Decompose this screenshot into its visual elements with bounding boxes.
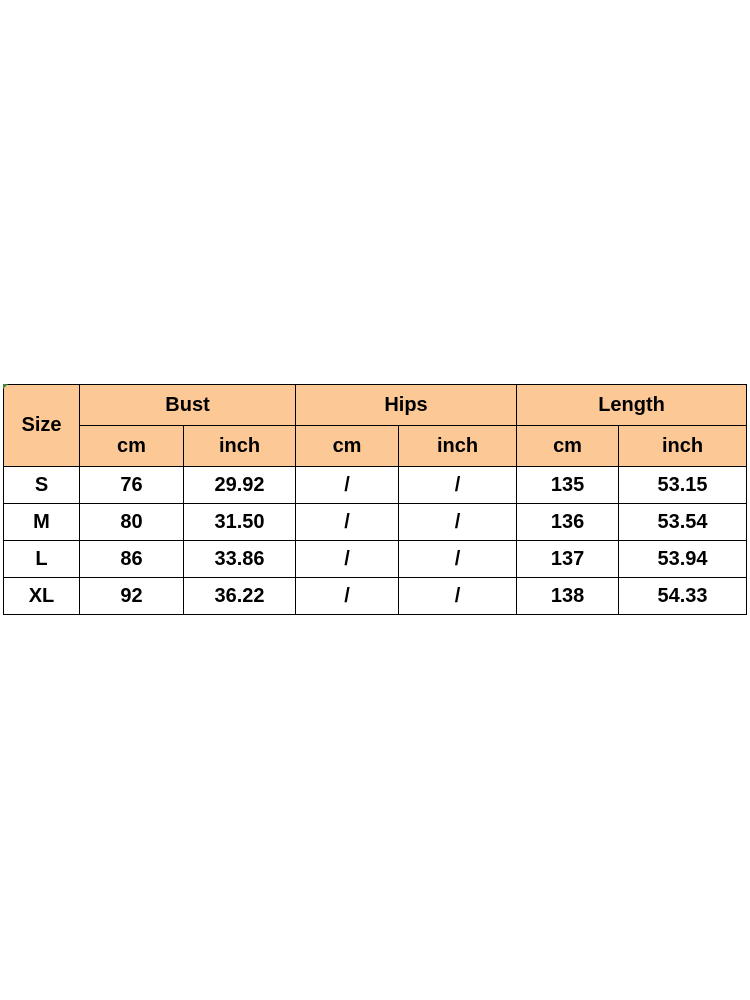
hips-cm-cell: / [296, 504, 399, 541]
bust-cm-cell: 86 [80, 541, 184, 578]
bust-cm-cell: 80 [80, 504, 184, 541]
bust-inch-cell: 36.22 [184, 578, 296, 615]
hips-cm-cell: / [296, 467, 399, 504]
bust-cm-cell: 92 [80, 578, 184, 615]
table-row [4, 578, 747, 615]
table-row [4, 504, 747, 541]
size-cell: XL [4, 578, 80, 615]
bust-inch-cell: 31.50 [184, 504, 296, 541]
length-inch-cell: 54.33 [619, 578, 747, 615]
size-cell: S [4, 467, 80, 504]
hips-cm-cell: / [296, 541, 399, 578]
bust-inch-header: inch [184, 426, 296, 467]
length-cm-cell: 137 [517, 541, 619, 578]
hips-cm-header: cm [296, 426, 399, 467]
size-cell: L [4, 541, 80, 578]
hips-group-header: Hips [296, 385, 517, 426]
bust-cm-cell: 76 [80, 467, 184, 504]
length-inch-cell: 53.54 [619, 504, 747, 541]
length-cm-header: cm [517, 426, 619, 467]
header-row-units [4, 426, 747, 467]
length-cm-cell: 138 [517, 578, 619, 615]
hips-inch-header: inch [399, 426, 517, 467]
size-column-header: Size [4, 385, 80, 467]
length-cm-cell: 136 [517, 504, 619, 541]
length-inch-header: inch [619, 426, 747, 467]
hips-inch-cell: / [399, 541, 517, 578]
size-chart-table [3, 384, 747, 615]
bust-inch-cell: 33.86 [184, 541, 296, 578]
table-row [4, 541, 747, 578]
length-inch-cell: 53.94 [619, 541, 747, 578]
length-cm-cell: 135 [517, 467, 619, 504]
hips-inch-cell: / [399, 504, 517, 541]
bust-inch-cell: 29.92 [184, 467, 296, 504]
bust-group-header: Bust [80, 385, 296, 426]
length-inch-cell: 53.15 [619, 467, 747, 504]
size-cell: M [4, 504, 80, 541]
hips-inch-cell: / [399, 578, 517, 615]
hips-inch-cell: / [399, 467, 517, 504]
bust-cm-header: cm [80, 426, 184, 467]
length-group-header: Length [517, 385, 747, 426]
header-row-groups [4, 385, 747, 426]
corner-marker-icon [3, 384, 8, 389]
hips-cm-cell: / [296, 578, 399, 615]
table-row [4, 467, 747, 504]
